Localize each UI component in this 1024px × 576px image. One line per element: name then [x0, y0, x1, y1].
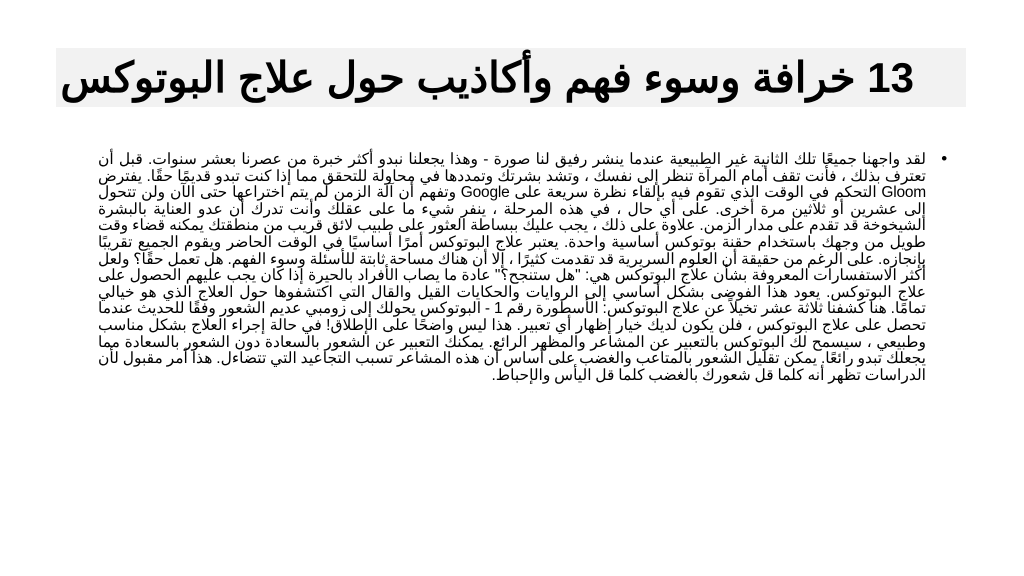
bullet-icon: •: [941, 149, 947, 168]
paragraph-text: لقد واجهنا جميعًا تلك الثانية غير الطبيعية عندما ينشر رفيق لنا صورة - وهذا يجعلنا نبدو أكثر خبرة من عصرنا بعشر سنوات. قبل أن تعترف بذلك ، فأنت تقف أمام المرآة تنظر إلى نفسك ، وتشد بشرتك وتمددها في محاولة للتحقق مما إذا كنت تبدو قديمًا حقًا. يفترض Gloom التحكم في الوقت الذي تقوم فيه بإلقاء نظرة سريعة على Google وتفهم أن آلة الزمن لم يتم اختراعها حتى الآن ولن تتحول إلى عشرين أو ثلاثين مرة أخرى. على أي حال ، في هذه المرحلة ، ينفر شيء ما على عقلك وأنت تدرك أن عدو العناية بالبشرة الشيخوخة قد تقدم على مدار الزمن. علاوة على ذلك ، يجب عليك ببساطة العثور على طبيب لائق قريب من منطقتك يمكنه قضاء وقت طويل من وجهك باستخدام حقنة بوتوكس أساسية واحدة. يعتبر علاج البوتوكس أمرًا أساسيًا في الوقت الحاضر ويقوم الجميع تقريبًا بإنجازه. على الرغم من حقيقة أن العلوم السريرية قد تقدمت كثيرًا ، إلا أن هناك مساحة ثابتة للأسئلة وسوء الفهم. هل تعمل حقًا؟ ولعل أكثر الاستفسارات المعروفة بشأن علاج البوتوكس هي: "هل ستنجح؟" عادة ما يصاب الأفراد بالحيرة إذا كان يجب عليهم الحصول على علاج البوتوكس. يعود هذا الفوضى بشكل أساسي إلى الروايات والحكايات القيل والقال التي اكتشفوها حول العلاج الذي هو خيالي تمامًا. هنا كشفنا ثلاثة عشر تخيلاً عن علاج البوتوكس: الأسطورة رقم 1 - البوتوكس يحولك إلى زومبي عديم الشعور وفقًا للحديث عندما تحصل على علاج البوتوكس ، فلن يكون لديك خيار إظهار أي تعبير. هذا ليس واضحًا على الإطلاق! في حالة إجراء العلاج بشكل مناسب وطبيعي ، سيسمح لك البوتوكس بالتعبير عن المشاعر والمظهر الرائع. يمكنك التعبير عن الشعور بالسعادة دون الشعور بالسعادة مما يجعلك تبدو رائعًا. يمكن تقليل الشعور بالمتاعب والغضب على أساس أن هذه المشاعر تسبب التجاعيد التي تتضاءل. هذا أمر مقبول لأن الدراسات تظهر أنه كلما قل شعورك بالغضب كلما قل اليأس والإحباط.: [98, 151, 927, 384]
slide-title: 13 خرافة وسوء فهم وأكاذيب حول علاج البوتوكس: [60, 54, 914, 101]
bullet-paragraph: [98, 149, 947, 384]
slide-body: [98, 149, 947, 552]
